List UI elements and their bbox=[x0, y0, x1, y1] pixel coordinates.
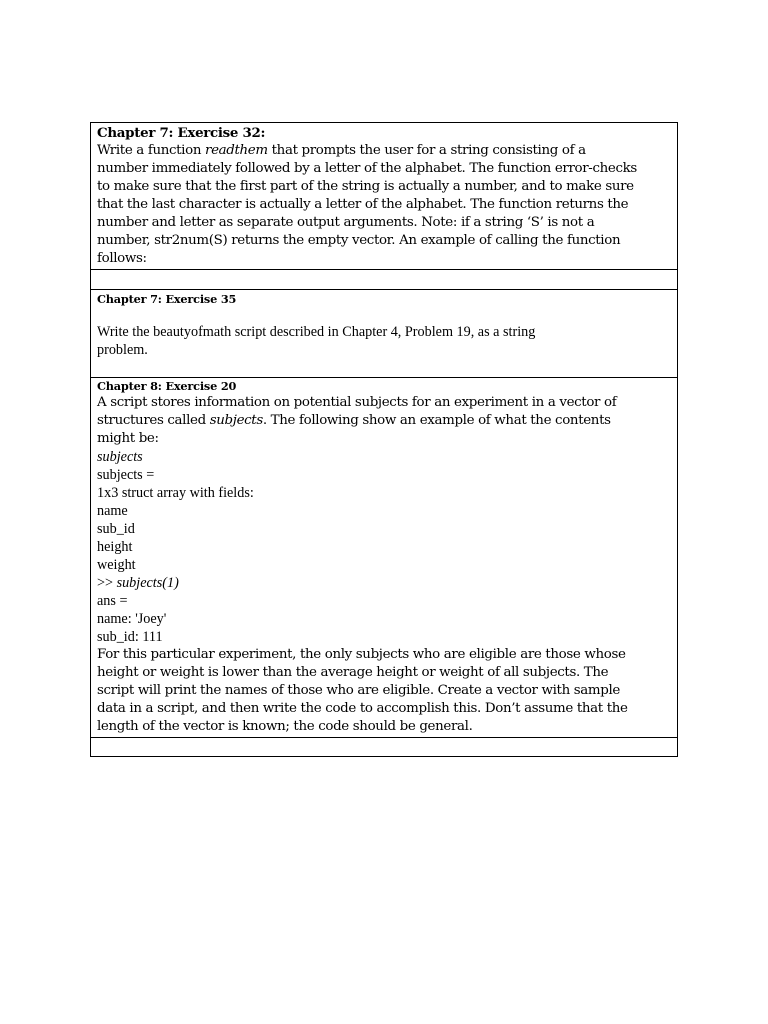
spacer bbox=[97, 307, 671, 323]
code-line-2: subjects = bbox=[97, 467, 155, 483]
exercise-32-line-2: number immediately followed by a letter of the alphabet. The function error-checks bbox=[97, 161, 637, 176]
exercise-32-line-3: to make sure that the first part of the string is actually a number, and to make sure bbox=[97, 179, 634, 194]
code-line-5: sub_id bbox=[97, 521, 135, 537]
exercise-20-para-3: might be: bbox=[97, 431, 159, 446]
code-line-4: name bbox=[97, 503, 128, 519]
exercise-35-title: Chapter 7: Exercise 35 bbox=[97, 292, 237, 306]
exercise-20-question-1: For this particular experiment, the only subjects who are eligible are those whose bbox=[97, 647, 626, 662]
exercise-32-line-6: number, str2num(S) returns the empty vector. An example of calling the function bbox=[97, 233, 621, 248]
empty-row-2 bbox=[90, 738, 678, 757]
exercise-32-line-1-a: Write a function bbox=[97, 143, 206, 158]
exercise-20-cell bbox=[91, 378, 677, 737]
subjects-italic: subjects bbox=[209, 413, 263, 428]
exercise-20-para-2-a: structures called bbox=[97, 413, 210, 428]
code-line-8 bbox=[97, 574, 671, 592]
function-name-readthem: readthem bbox=[205, 143, 268, 158]
exercise-35-line-1: Write the beautyofmath script described in Chapter 4, Problem 19, as a string bbox=[97, 324, 536, 340]
exercise-20-title: Chapter 8: Exercise 20 bbox=[97, 379, 237, 393]
exercise-35-line-2: problem. bbox=[97, 342, 148, 358]
exercise-20-question-2: height or weight is lower than the average height or weight of all subjects. The bbox=[97, 665, 609, 680]
exercise-20-box bbox=[90, 378, 678, 738]
code-line-6: height bbox=[97, 539, 133, 555]
prompt: >> bbox=[97, 575, 117, 591]
exercise-20-question-5: length of the vector is known; the code should be general. bbox=[97, 719, 473, 734]
exercise-32-title: Chapter 7: Exercise 32: bbox=[97, 125, 266, 141]
exercise-20-question-3: script will print the names of those who are eligible. Create a vector with sample bbox=[97, 683, 620, 698]
exercise-32-line-1-b: that prompts the user for a string consisting of a bbox=[267, 143, 586, 158]
code-subjects-1: subjects(1) bbox=[116, 575, 179, 591]
exercise-20-para-1: A script stores information on potential subjects for an experiment in a vector of bbox=[97, 395, 617, 410]
exercise-32-cell bbox=[91, 123, 677, 269]
code-line-7: weight bbox=[97, 557, 136, 573]
code-subjects: subjects bbox=[97, 449, 143, 465]
exercise-20-para-2 bbox=[97, 412, 671, 430]
code-line-1 bbox=[97, 448, 671, 466]
code-line-10: name: 'Joey' bbox=[97, 611, 167, 627]
code-line-11: sub_id: 111 bbox=[97, 629, 163, 645]
exercise-32-line-1 bbox=[97, 142, 671, 160]
exercise-32-line-4: that the last character is actually a letter of the alphabet. The function returns the bbox=[97, 197, 629, 212]
exercise-35-cell bbox=[91, 290, 677, 361]
exercise-32-line-7: follows: bbox=[97, 251, 147, 266]
code-line-9: ans = bbox=[97, 593, 128, 609]
exercise-table bbox=[90, 122, 678, 757]
empty-row-1 bbox=[90, 270, 678, 290]
code-line-3: 1x3 struct array with fields: bbox=[97, 485, 254, 501]
exercise-32-box bbox=[90, 122, 678, 270]
exercise-20-para-2-b: . The following show an example of what the contents bbox=[262, 413, 611, 428]
exercise-32-line-5: number and letter as separate output arguments. Note: if a string ‘S’ is not a bbox=[97, 215, 595, 230]
exercise-35-box bbox=[90, 290, 678, 378]
exercise-20-question-4: data in a script, and then write the code to accomplish this. Don’t assume that the bbox=[97, 701, 628, 716]
